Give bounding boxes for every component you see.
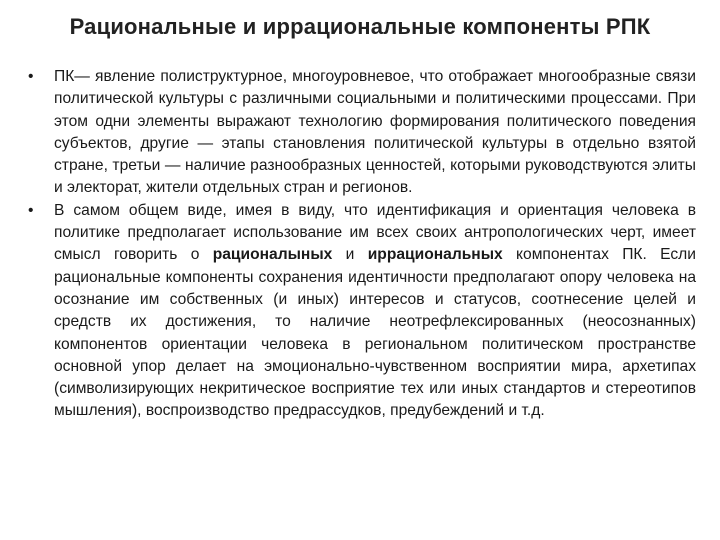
bullet-text-2-part3: компонентах ПК. Если рациональные компоненты сохранения идентичности предполагают опору человека на осознание им собственных (и иных) интересов и статусов, соотнесение целей и средств их достижения, то наличие неотрефлексированных (неосознанных) компонентов ориентации человека в региональном политическом пространстве основной упор делает на эмоционально-чувственном восприятии мира, архетипах (символизирующих некритическое восприятие тех или иных стандартов и стереотипов мышления), воспроизводство предрассудков, предубеждений и т.д.	[54, 246, 696, 420]
bullet-item-2	[26, 200, 696, 423]
bullet-list	[26, 66, 696, 423]
bullet-text-2-bold2: иррациональных	[367, 246, 503, 264]
bullet-text-2-part1: В самом общем виде, имея в виду, что идентификация и ориентация человека в политике предполагает использование им всех своих антропологических черт, имеет смысл говорить о	[54, 201, 696, 264]
slide-title: Рациональные и иррациональные компоненты РПК	[69, 14, 651, 39]
bullet-icon: •	[28, 68, 34, 85]
bullet-icon: •	[28, 201, 34, 219]
bullet-text-2-bold1: рационалыных	[212, 246, 333, 264]
bullet-text-1: ПК— явление полиструктурное, многоуровневое, что отображает многообразные связи политической культуры с различными социальными и политическими процессами. При этом одни элементы выражают технологию формирования политического поведения субъектов, другие — этапы становления политической культуры в отдельно взятой стране, третьи — наличие разнообразных ценностей, которыми руководствуются элиты и электорат, жители отдельных стран и регионов.	[54, 68, 696, 197]
bullet-item-1	[26, 66, 696, 200]
bullet-text-2-part2: и	[332, 246, 368, 264]
